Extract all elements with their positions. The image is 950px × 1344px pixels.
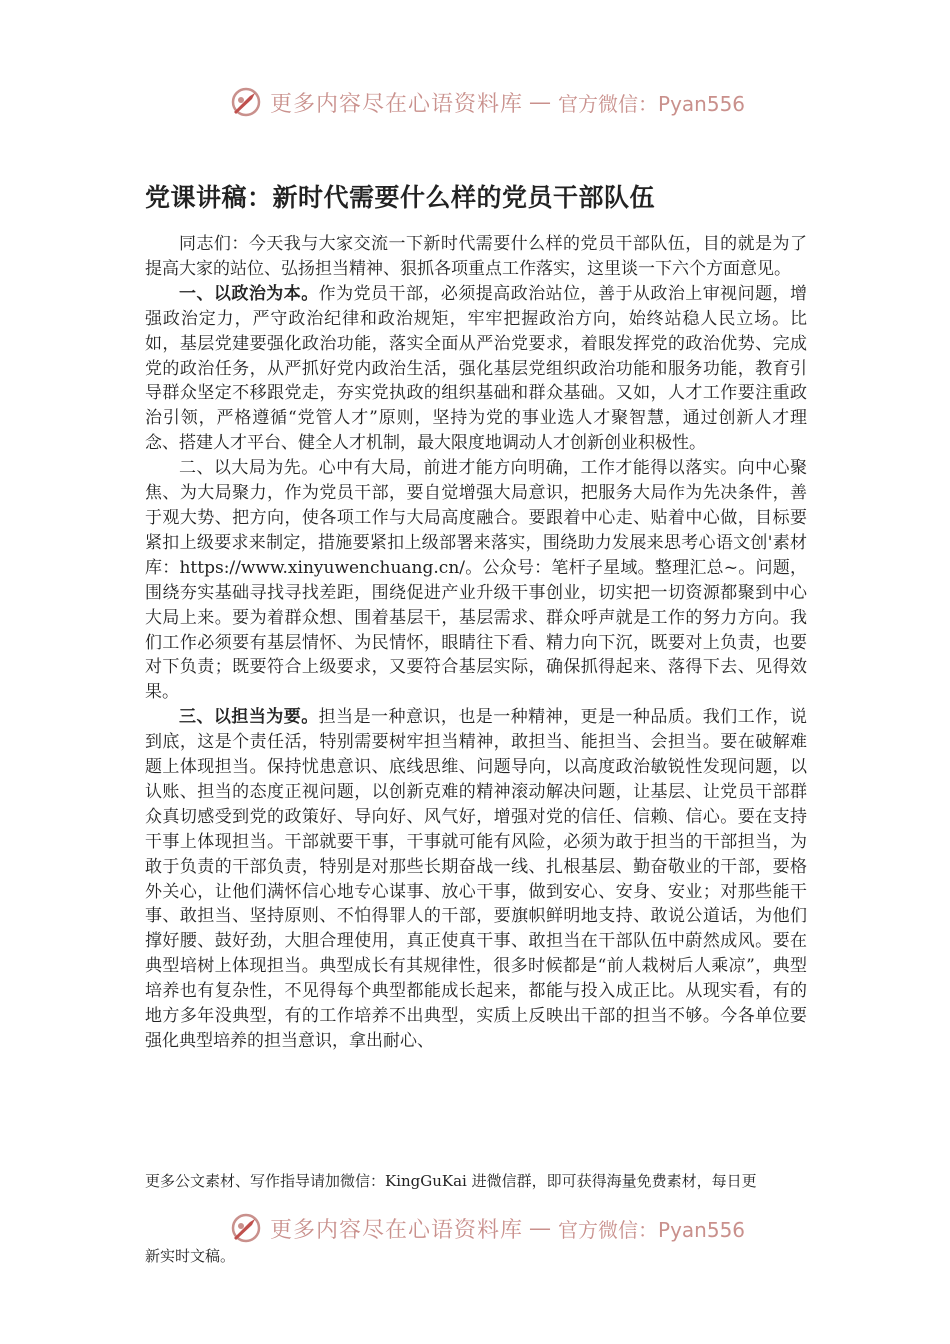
watermark-brand: 更多内容尽在心语资料库 xyxy=(270,1217,524,1243)
watermark-brand: 更多内容尽在心语资料库 xyxy=(270,91,524,117)
paragraph-section-1: 一、以政治为本。作为党员干部，必须提高政治站位，善于从政治上审视问题，增强政治定力，严守政治纪律和政治规矩，牢牢把握政治方向，始终站稳人民立场。比如，基层党建要强化政治功能，落实全面从严治党要求，着眼发挥党的政治优势、完成党的政治任务，从严抓好党内政治生活，强化基层党组织政治功能和服务功能，教育引导群众坚定不移跟党走，夯实党执政的组织基础和群众基础。又如，人才工作要注重政治引领，严格遵循“党管人才”原则，坚持为党的事业选人才聚智慧，通过创新人才理念、搭建人才平台、健全人才机制，最大限度地调动人才创新创业积极性。 xyxy=(145,283,808,454)
footer-note: 更多公文素材、写作指导请加微信：KingGuKai 进微信群，即可获得海量免费素材，每日更 xyxy=(145,1172,757,1190)
watermark-wechat: 官方微信：Pyan556 xyxy=(558,1217,746,1242)
header-watermark xyxy=(228,82,745,122)
section-heading: 三、以担当为要。 xyxy=(179,707,319,728)
document-body xyxy=(145,232,807,1054)
paragraph-section-3: 三、以担当为要。担当是一种意识，也是一种精神，更是一种品质。我们工作，说到底，这是个责任活，特别需要树牢担当精神，敢担当、能担当、会担当。要在破解难题上体现担当。保持忧患意识、底线思维、问题导向，以高度政治敏锐性发现问题，以认账、担当的态度正视问题，以创新克难的精神滚动解决问题，让基层、让党员干部群众真切感受到党的政策好、导向好、风气好，增强对党的信任、信赖、信心。要在支持干事上体现担当。干部就要干事，干事就可能有风险，必须为敢于担当的干部担当，为敢于负责的干部负责，特别是对那些长期奋战一线、扎根基层、勤奋敬业的干部，要格外关心，让他们满怀信心地专心谋事、放心干事，做到安心、安身、安业；对那些能干事、敢担当、坚持原则、不怕得罪人的干部，要旗帜鲜明地支持、敢说公道话，为他们撑好腰、鼓好劲，大胆合理使用，真正使真干事、敢担当在干部队伍中蔚然成风。要在典型培树上体现担当。典型成长有其规律性，很多时候都是“前人栽树后人乘凉”，典型培养也有复杂性，不见得每个典型都能成长起来，都能与投入成正比。从现实看，有的地方多年没典型，有的工作培养不出典型，实质上反映出干部的担当不够。今各单位要强化典型培养的担当意识，拿出耐心、 xyxy=(145,707,808,1051)
paragraph-section-2: 二、以大局为先。心中有大局，前进才能方向明确，工作才能得以落实。向中心聚焦、为大局聚力，作为党员干部，要自觉增强大局意识，把服务大局作为先决条件，善于观大势、把方向，使各项工作与大局高度融合。要跟着中心走、贴着中心做，目标要紧扣上级要求来制定，措施要紧扣上级部署来落实，围绕助力发展来思考心语文创'素材库：https://www.xinyuwenchuang.cn/。公众号：笔杆子星域。整理汇总~。问题，围绕夯实基础寻找寻找差距，围绕促进产业升级干事创业，切实把一切资源都聚到中心大局上来。要为着群众想、围着基层干，基层需求、群众呼声就是工作的努力方向。我们工作必须要有基层情怀、为民情怀，眼睛往下看、精力向下沉，既要对上负责，也要对下负责；既要符合上级要求，又要符合基层实际，确保抓得起来、落得下去、见得效果。 xyxy=(145,458,807,703)
footer-note-tail: 新实时文稿。 xyxy=(145,1247,236,1265)
page-title: 党课讲稿：新时代需要什么样的党员干部队伍 xyxy=(145,183,656,212)
watermark-dash: — xyxy=(529,1215,553,1241)
section-heading: 一、以政治为本。 xyxy=(179,283,319,304)
paragraph-intro: 同志们：今天我与大家交流一下新时代需要什么样的党员干部队伍，目的就是为了提高大家的站位、弘扬担当精神、狠抓各项重点工作落实，这里谈一下六个方面意见。 xyxy=(145,234,807,279)
watermark-dash: — xyxy=(529,89,553,115)
logo-icon xyxy=(228,84,264,120)
footer-watermark xyxy=(228,1208,745,1248)
logo-icon xyxy=(228,1210,264,1246)
watermark-wechat: 官方微信：Pyan556 xyxy=(558,91,746,116)
